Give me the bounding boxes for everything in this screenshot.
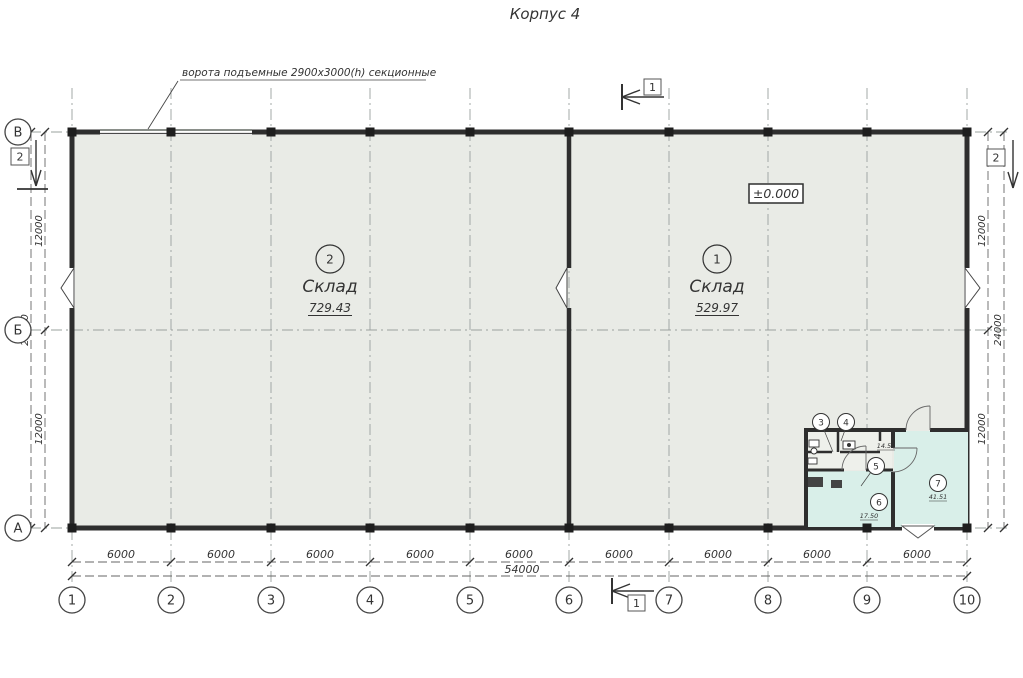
axis-col-4: 4 (365, 593, 375, 609)
axis-col-2: 2 (166, 593, 176, 609)
axis-col-5: 5 (465, 593, 475, 609)
axis-col-10: 10 (958, 593, 976, 609)
axis-col-9: 9 (862, 593, 872, 609)
gates-annotation (148, 67, 436, 129)
room-1-name: Склад (689, 277, 745, 297)
section-marker-left (11, 140, 48, 189)
room-1-number: 1 (713, 252, 721, 267)
room-1-area: 529.97 (696, 301, 738, 315)
room-2-area: 729.43 (309, 301, 351, 315)
bottom-dimensions (68, 548, 971, 580)
dim-half-depth: 12000 (977, 215, 988, 247)
dim-half-depth: 12000 (34, 215, 45, 247)
section-marker-bottom (612, 578, 654, 611)
elevation-value: ±0.000 (752, 186, 800, 201)
axis-bubbles-left (5, 119, 31, 541)
section-label-2-left: 2 (16, 150, 24, 164)
room-7-area: 41.51 (928, 493, 948, 501)
dim-total-width: 54000 (504, 563, 540, 576)
elevation-mark (749, 184, 803, 203)
room-6-area: 17.50 (859, 512, 879, 520)
drawing-title: Корпус 4 (509, 5, 581, 23)
dim-bay: 6000 (306, 548, 334, 561)
dim-bay: 6000 (505, 548, 533, 561)
dim-half-depth: 12000 (34, 413, 45, 445)
axis-row-b: Б (13, 323, 23, 339)
axis-col-7: 7 (664, 593, 674, 609)
right-gate (964, 268, 980, 308)
room-2-name: Склад (302, 277, 358, 297)
room-7-number: 7 (935, 479, 941, 490)
axis-bubbles-bottom (59, 587, 980, 613)
section-label-1-bottom: 1 (633, 597, 640, 610)
axis-col-1: 1 (67, 593, 77, 609)
section-label-2-right: 2 (992, 151, 1000, 165)
dim-bay: 6000 (704, 548, 732, 561)
room-3-number: 3 (818, 418, 824, 429)
room-6-number: 6 (876, 498, 882, 509)
room-5-number: 5 (873, 462, 879, 473)
dim-bay: 6000 (605, 548, 633, 561)
dim-bay: 6000 (803, 548, 831, 561)
axis-row-a: А (13, 521, 23, 537)
top-gate (100, 127, 252, 135)
room-4-area: 14.50 (876, 442, 896, 450)
dim-bay: 6000 (107, 548, 135, 561)
dim-bay: 6000 (406, 548, 434, 561)
axis-row-v: В (13, 125, 23, 141)
dim-bay: 6000 (903, 548, 931, 561)
dim-half-depth: 12000 (977, 413, 988, 445)
section-label-1-top: 1 (649, 81, 656, 94)
gates-note: ворота подъемные 2900x3000(h) секционные (182, 67, 437, 79)
axis-col-8: 8 (763, 593, 773, 609)
dim-total-depth: 24000 (993, 314, 1004, 346)
axis-col-3: 3 (266, 593, 276, 609)
dim-bay: 6000 (207, 548, 235, 561)
section-marker-top (622, 79, 664, 110)
axis-col-6: 6 (564, 593, 574, 609)
section-marker-right (987, 140, 1018, 188)
room-2-number: 2 (326, 252, 334, 267)
room-4-number: 4 (843, 418, 849, 429)
